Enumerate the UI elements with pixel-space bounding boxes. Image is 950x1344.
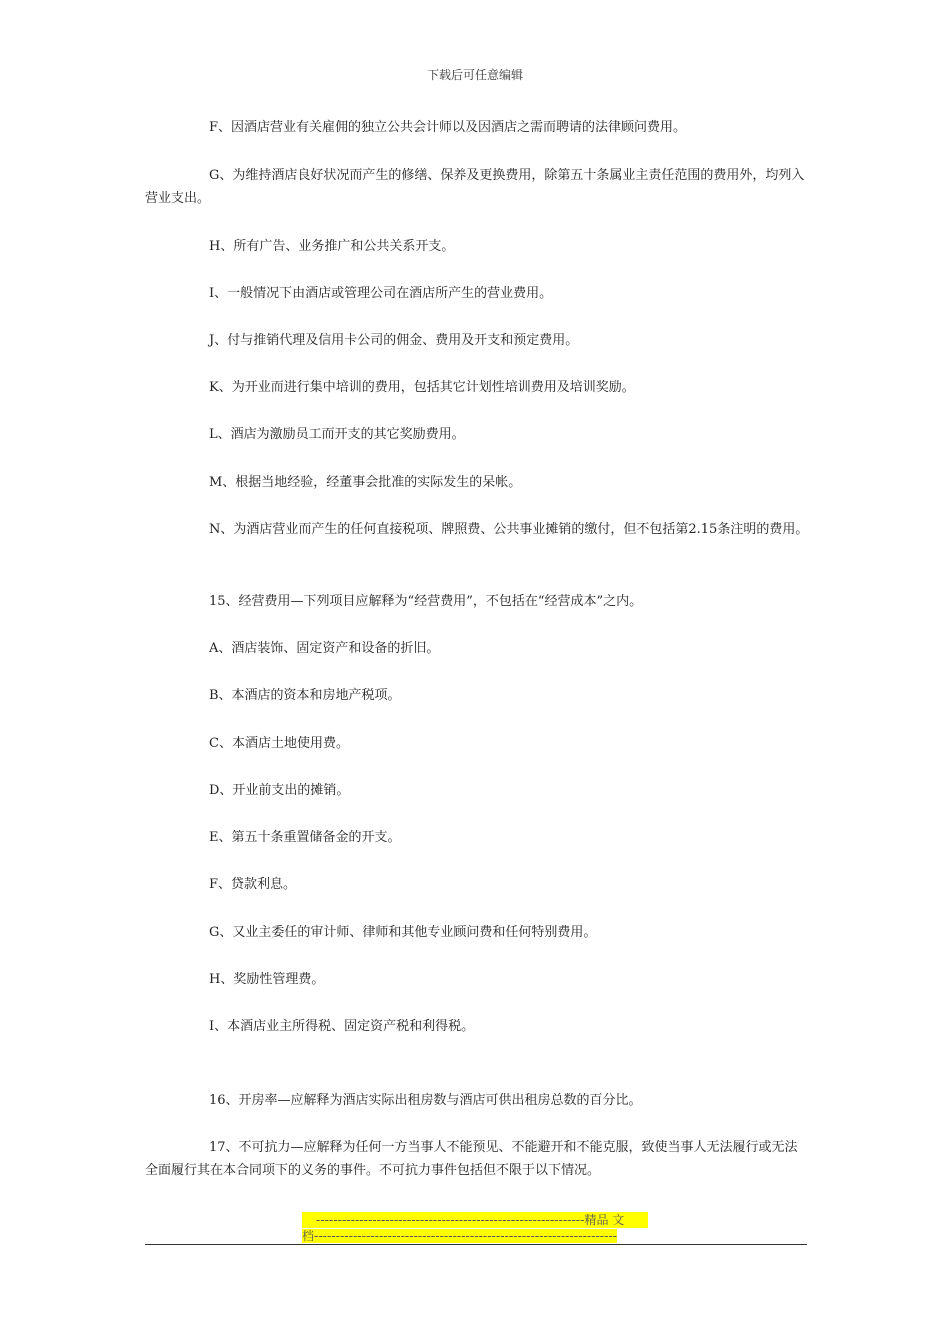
paragraph: 17、不可抗力—应解释为任何一方当事人不能预见、不能避开和不能克服，致使当事人无法履行或无法全面履行其在本合同项下的义务的事件。不可抗力事件包括但不限于以下情况。 [145, 1140, 798, 1178]
paragraph: G、又业主委任的审计师、律师和其他专业顾问费和任何特别费用。 [209, 925, 597, 940]
paragraph: G、为维持酒店良好状况而产生的修缮、保养及更换费用，除第五十条属业主责任范围的费用外，均列入营业支出。 [145, 168, 805, 206]
paragraph: L、酒店为激励员工而开支的其它奖励费用。 [209, 427, 465, 442]
paragraph: H、所有广告、业务推广和公共关系开支。 [209, 239, 455, 254]
paragraph: A、酒店装饰、固定资产和设备的折旧。 [209, 641, 440, 656]
paragraph: E、第五十条重置储备金的开支。 [209, 830, 401, 845]
paragraph: B、本酒店的资本和房地产税项。 [209, 688, 401, 703]
paragraph: I、本酒店业主所得税、固定资产税和利得税。 [209, 1019, 475, 1034]
paragraph: 16、开房率—应解释为酒店实际出租房数与酒店可供出租房总数的百分比。 [209, 1093, 642, 1108]
paragraph: J、付与推销代理及信用卡公司的佣金、费用及开支和预定费用。 [209, 333, 579, 348]
footer-divider [145, 1244, 807, 1245]
paragraph: N、为酒店营业而产生的任何直接税项、牌照费、公共事业摊销的缴付，但不包括第2.15条注明的费用。 [209, 522, 809, 537]
paragraph: D、开业前支出的摊销。 [209, 783, 350, 798]
paragraph: M、根据当地经验，经董事会批准的实际发生的呆帐。 [209, 475, 522, 490]
footer-marker-line2: 档---------------------------------------------------------------------- [302, 1229, 618, 1243]
paragraph: C、本酒店土地使用费。 [209, 736, 349, 751]
paragraph: F、因酒店营业有关雇佣的独立公共会计师以及因酒店之需而聘请的法律顾问费用。 [209, 120, 687, 135]
paragraph: K、为开业而进行集中培训的费用，包括其它计划性培训费用及培训奖励。 [209, 380, 635, 395]
paragraph: F、贷款利息。 [209, 877, 297, 892]
paragraph: H、奖励性管理费。 [209, 972, 325, 987]
footer-marker [302, 1212, 648, 1244]
footer-marker-line1: --------------------------------------------------------------精品 文 [302, 1212, 648, 1228]
page-header: 下载后可任意编辑 [426, 68, 523, 82]
paragraph: I、一般情况下由酒店或管理公司在酒店所产生的营业费用。 [209, 286, 553, 301]
paragraph: 15、经营费用—下列项目应解释为“经营费用”，不包括在“经营成本”之内。 [209, 594, 643, 609]
